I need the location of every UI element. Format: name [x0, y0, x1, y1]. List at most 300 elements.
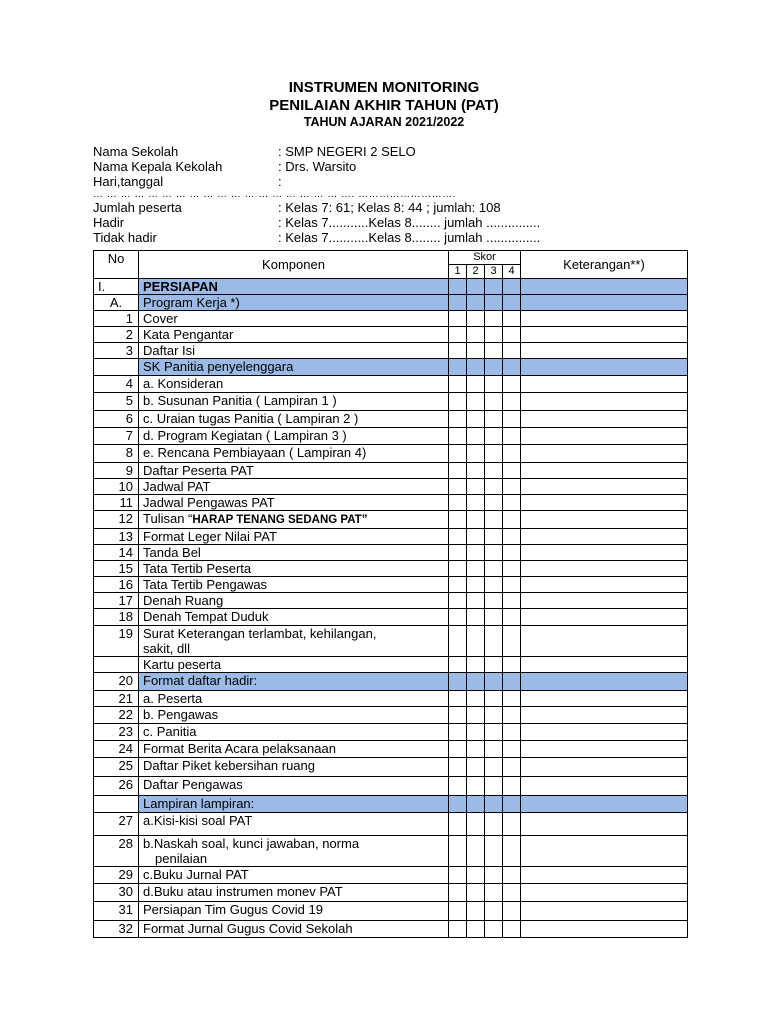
skor-cell-3[interactable]: [485, 279, 503, 295]
keterangan-cell[interactable]: [521, 495, 688, 511]
skor-cell-4[interactable]: [503, 707, 521, 724]
skor-cell-3[interactable]: [485, 511, 503, 529]
row-number: 30: [94, 884, 139, 902]
komponen-text-continued: penilaian: [155, 851, 208, 866]
skor-cell-2[interactable]: [467, 758, 485, 777]
info-row-kepala: [93, 159, 693, 174]
skor-cell-4[interactable]: [503, 445, 521, 463]
row-komponen: [139, 511, 449, 529]
skor-cell-4[interactable]: [503, 867, 521, 884]
skor-cell-1[interactable]: [449, 343, 467, 359]
skor-cell-4[interactable]: [503, 921, 521, 938]
row-number: [94, 657, 139, 673]
skor-cell-2[interactable]: [467, 902, 485, 921]
keterangan-cell[interactable]: [521, 428, 688, 445]
info-row-hari: [93, 174, 693, 189]
skor-cell-2[interactable]: [467, 376, 485, 393]
skor-cell-1[interactable]: [449, 609, 467, 626]
keterangan-cell[interactable]: [521, 884, 688, 902]
row-number: 16: [94, 577, 139, 593]
komponen-text: Format Leger Nilai PAT: [143, 529, 277, 544]
skor-cell-3[interactable]: [485, 867, 503, 884]
keterangan-cell[interactable]: [521, 279, 688, 295]
table-header-row: [94, 251, 688, 265]
skor-cell-3[interactable]: [485, 813, 503, 836]
keterangan-cell[interactable]: [521, 657, 688, 673]
row-komponen: [139, 707, 449, 724]
skor-cell-3[interactable]: [485, 529, 503, 545]
skor-cell-4[interactable]: [503, 673, 521, 691]
row-number: 24: [94, 741, 139, 758]
row-komponen: [139, 777, 449, 796]
skor-cell-3[interactable]: [485, 758, 503, 777]
skor-cell-1[interactable]: [449, 577, 467, 593]
skor-cell-1[interactable]: [449, 311, 467, 327]
keterangan-cell[interactable]: [521, 707, 688, 724]
skor-cell-4[interactable]: [503, 902, 521, 921]
skor-cell-2[interactable]: [467, 724, 485, 741]
table-row: [94, 577, 688, 593]
table-row: [94, 813, 688, 836]
skor-cell-4[interactable]: [503, 311, 521, 327]
skor-cell-1[interactable]: [449, 295, 467, 311]
row-number: 23: [94, 724, 139, 741]
skor-cell-3[interactable]: [485, 327, 503, 343]
info-row-nama-sekolah: [93, 144, 693, 159]
skor-cell-3[interactable]: [485, 626, 503, 657]
row-number: I.: [94, 279, 139, 295]
skor-cell-2[interactable]: [467, 295, 485, 311]
skor-cell-4[interactable]: [503, 428, 521, 445]
table-row: [94, 707, 688, 724]
keterangan-cell[interactable]: [521, 545, 688, 561]
hari-label: Hari,tanggal: [93, 174, 164, 189]
komponen-text: c.Buku Jurnal PAT: [143, 867, 249, 882]
skor-cell-1[interactable]: [449, 741, 467, 758]
skor-cell-4[interactable]: [503, 836, 521, 867]
skor-cell-3[interactable]: [485, 691, 503, 707]
keterangan-cell[interactable]: [521, 758, 688, 777]
skor-cell-2[interactable]: [467, 428, 485, 445]
komponen-text: Daftar Isi: [143, 343, 196, 358]
skor-cell-1[interactable]: [449, 813, 467, 836]
skor-cell-2[interactable]: [467, 691, 485, 707]
skor-cell-2[interactable]: [467, 626, 485, 657]
komponen-text: Format Jurnal Gugus Covid Sekolah: [143, 921, 353, 936]
row-komponen: [139, 393, 449, 411]
skor-cell-3[interactable]: [485, 777, 503, 796]
row-komponen: [139, 463, 449, 479]
skor-cell-3[interactable]: [485, 343, 503, 359]
keterangan-cell[interactable]: [521, 393, 688, 411]
row-number: 15: [94, 561, 139, 577]
row-number: 14: [94, 545, 139, 561]
skor-cell-2[interactable]: [467, 867, 485, 884]
table-row: [94, 724, 688, 741]
skor-cell-4[interactable]: [503, 657, 521, 673]
skor-cell-2[interactable]: [467, 343, 485, 359]
keterangan-cell[interactable]: [521, 463, 688, 479]
komponen-text: a. Peserta: [143, 691, 203, 706]
row-komponen: [139, 428, 449, 445]
header-no: No: [94, 251, 139, 279]
table-row: [94, 411, 688, 428]
skor-cell-3[interactable]: [485, 724, 503, 741]
skor-cell-3[interactable]: [485, 561, 503, 577]
skor-cell-3[interactable]: [485, 609, 503, 626]
skor-cell-1[interactable]: [449, 479, 467, 495]
kepala-label: Nama Kepala Kekolah: [93, 159, 223, 174]
skor-cell-2[interactable]: [467, 359, 485, 376]
row-number: 29: [94, 867, 139, 884]
keterangan-cell[interactable]: [521, 327, 688, 343]
skor-cell-2[interactable]: [467, 445, 485, 463]
skor-cell-1[interactable]: [449, 867, 467, 884]
keterangan-cell[interactable]: [521, 836, 688, 867]
row-number: 9: [94, 463, 139, 479]
skor-cell-4[interactable]: [503, 463, 521, 479]
skor-cell-4[interactable]: [503, 626, 521, 657]
table-row: [94, 836, 688, 867]
skor-cell-1[interactable]: [449, 279, 467, 295]
keterangan-cell[interactable]: [521, 561, 688, 577]
komponen-text: Kata Pengantar: [143, 327, 234, 342]
row-komponen: [139, 343, 449, 359]
skor-cell-1[interactable]: [449, 359, 467, 376]
table-row: [94, 796, 688, 813]
table-row: [94, 279, 688, 295]
skor-cell-3[interactable]: [485, 376, 503, 393]
skor-cell-4[interactable]: [503, 529, 521, 545]
skor-cell-2[interactable]: [467, 657, 485, 673]
row-komponen: [139, 626, 449, 657]
skor-cell-2[interactable]: [467, 279, 485, 295]
skor-cell-2[interactable]: [467, 545, 485, 561]
table-row: [94, 673, 688, 691]
komponen-text: Cover: [143, 311, 178, 326]
skor-cell-1[interactable]: [449, 921, 467, 938]
skor-cell-2[interactable]: [467, 311, 485, 327]
row-number: 12: [94, 511, 139, 529]
skor-cell-3[interactable]: [485, 657, 503, 673]
skor-cell-3[interactable]: [485, 707, 503, 724]
keterangan-cell[interactable]: [521, 673, 688, 691]
table-row: [94, 393, 688, 411]
skor-cell-4[interactable]: [503, 561, 521, 577]
skor-cell-2[interactable]: [467, 463, 485, 479]
skor-cell-1[interactable]: [449, 796, 467, 813]
skor-cell-2[interactable]: [467, 577, 485, 593]
komponen-text: Daftar Peserta PAT: [143, 463, 254, 478]
skor-cell-4[interactable]: [503, 593, 521, 609]
skor-cell-1[interactable]: [449, 463, 467, 479]
skor-cell-4[interactable]: [503, 411, 521, 428]
header-komponen: Komponen: [139, 251, 449, 279]
skor-cell-2[interactable]: [467, 529, 485, 545]
skor-cell-2[interactable]: [467, 327, 485, 343]
komponen-text: Tata Tertib Peserta: [143, 561, 252, 576]
skor-cell-2[interactable]: [467, 777, 485, 796]
skor-cell-1[interactable]: [449, 758, 467, 777]
skor-cell-4[interactable]: [503, 479, 521, 495]
skor-cell-1[interactable]: [449, 626, 467, 657]
skor-cell-3[interactable]: [485, 495, 503, 511]
dotted-line: … … … … … … … … … … … … … … … … … … …. ……………………….: [93, 189, 456, 200]
skor-cell-3[interactable]: [485, 921, 503, 938]
skor-cell-4[interactable]: [503, 796, 521, 813]
skor-cell-3[interactable]: [485, 836, 503, 867]
row-komponen: [139, 495, 449, 511]
skor-cell-1[interactable]: [449, 902, 467, 921]
keterangan-cell[interactable]: [521, 445, 688, 463]
skor-cell-2[interactable]: [467, 836, 485, 867]
skor-cell-4[interactable]: [503, 393, 521, 411]
row-komponen: [139, 902, 449, 921]
row-number: 32: [94, 921, 139, 938]
skor-cell-3[interactable]: [485, 445, 503, 463]
table-row: [94, 921, 688, 938]
row-komponen: [139, 376, 449, 393]
row-number: 28: [94, 836, 139, 867]
skor-cell-2[interactable]: [467, 921, 485, 938]
skor-cell-3[interactable]: [485, 741, 503, 758]
skor-cell-2[interactable]: [467, 393, 485, 411]
keterangan-cell[interactable]: [521, 376, 688, 393]
keterangan-cell[interactable]: [521, 724, 688, 741]
row-number: 13: [94, 529, 139, 545]
skor-cell-4[interactable]: [503, 359, 521, 376]
skor-cell-4[interactable]: [503, 495, 521, 511]
skor-cell-2[interactable]: [467, 593, 485, 609]
table-row: [94, 359, 688, 376]
skor-cell-3[interactable]: [485, 311, 503, 327]
row-komponen: [139, 577, 449, 593]
row-komponen: [139, 545, 449, 561]
skor-cell-4[interactable]: [503, 884, 521, 902]
skor-cell-1[interactable]: [449, 376, 467, 393]
hadir-label: Hadir: [93, 215, 125, 230]
table-row: [94, 609, 688, 626]
skor-cell-4[interactable]: [503, 545, 521, 561]
skor-cell-1[interactable]: [449, 777, 467, 796]
komponen-text: SK Panitia penyelenggara: [143, 359, 294, 374]
academic-year: TAHUN AJARAN 2021/2022: [303, 115, 465, 129]
skor-cell-3[interactable]: [485, 577, 503, 593]
keterangan-cell[interactable]: [521, 691, 688, 707]
keterangan-cell[interactable]: [521, 902, 688, 921]
keterangan-cell[interactable]: [521, 741, 688, 758]
skor-cell-4[interactable]: [503, 279, 521, 295]
komponen-text: Kartu peserta: [143, 657, 222, 672]
skor-cell-2[interactable]: [467, 411, 485, 428]
skor-cell-2[interactable]: [467, 813, 485, 836]
skor-cell-2[interactable]: [467, 561, 485, 577]
keterangan-cell[interactable]: [521, 593, 688, 609]
keterangan-cell[interactable]: [521, 577, 688, 593]
keterangan-cell[interactable]: [521, 295, 688, 311]
skor-cell-2[interactable]: [467, 495, 485, 511]
skor-cell-2[interactable]: [467, 673, 485, 691]
skor-cell-1[interactable]: [449, 593, 467, 609]
skor-cell-1[interactable]: [449, 673, 467, 691]
komponen-text: b.Naskah soal, kunci jawaban, norma: [143, 836, 360, 851]
skor-cell-2[interactable]: [467, 511, 485, 529]
komponen-text: a. Konsideran: [143, 376, 224, 391]
skor-cell-1[interactable]: [449, 545, 467, 561]
skor-cell-4[interactable]: [503, 511, 521, 529]
row-number: 31: [94, 902, 139, 921]
row-number: 20: [94, 673, 139, 691]
row-komponen: [139, 327, 449, 343]
row-komponen: [139, 673, 449, 691]
skor-cell-3[interactable]: [485, 463, 503, 479]
komponen-bold-text: HARAP TENANG SEDANG PAT”: [192, 514, 368, 526]
keterangan-cell[interactable]: [521, 777, 688, 796]
table-row: [94, 777, 688, 796]
skor-cell-4[interactable]: [503, 376, 521, 393]
row-number: 4: [94, 376, 139, 393]
skor-cell-4[interactable]: [503, 609, 521, 626]
table-row: [94, 479, 688, 495]
table-row: [94, 593, 688, 609]
skor-cell-1[interactable]: [449, 393, 467, 411]
skor-cell-1[interactable]: [449, 884, 467, 902]
skor-cell-4[interactable]: [503, 813, 521, 836]
skor-cell-1[interactable]: [449, 561, 467, 577]
skor-cell-4[interactable]: [503, 724, 521, 741]
keterangan-cell[interactable]: [521, 626, 688, 657]
komponen-text: Denah Tempat Duduk: [143, 609, 269, 624]
komponen-text: Lampiran lampiran:: [143, 796, 255, 811]
header-skor-4: 4: [503, 265, 521, 279]
skor-cell-4[interactable]: [503, 343, 521, 359]
document-title: INSTRUMEN MONITORING: [288, 79, 480, 96]
skor-cell-3[interactable]: [485, 545, 503, 561]
skor-cell-2[interactable]: [467, 741, 485, 758]
table-row: [94, 691, 688, 707]
komponen-text: c. Uraian tugas Panitia ( Lampiran 2 ): [143, 411, 359, 426]
skor-cell-1[interactable]: [449, 836, 467, 867]
table-body: [94, 279, 688, 938]
skor-cell-3[interactable]: [485, 902, 503, 921]
skor-cell-3[interactable]: [485, 428, 503, 445]
komponen-text: e. Rencana Pembiayaan ( Lampiran 4): [143, 445, 367, 460]
keterangan-cell[interactable]: [521, 511, 688, 529]
skor-cell-3[interactable]: [485, 393, 503, 411]
row-number: 10: [94, 479, 139, 495]
skor-cell-4[interactable]: [503, 295, 521, 311]
keterangan-cell[interactable]: [521, 359, 688, 376]
skor-cell-1[interactable]: [449, 529, 467, 545]
skor-cell-1[interactable]: [449, 511, 467, 529]
komponen-text: c. Panitia: [143, 724, 197, 739]
skor-cell-1[interactable]: [449, 411, 467, 428]
keterangan-cell[interactable]: [521, 609, 688, 626]
keterangan-cell[interactable]: [521, 796, 688, 813]
skor-cell-3[interactable]: [485, 295, 503, 311]
skor-cell-4[interactable]: [503, 327, 521, 343]
header-skor-2: 2: [467, 265, 485, 279]
skor-cell-4[interactable]: [503, 777, 521, 796]
row-komponen: [139, 359, 449, 376]
keterangan-cell[interactable]: [521, 479, 688, 495]
skor-cell-3[interactable]: [485, 884, 503, 902]
row-komponen: [139, 609, 449, 626]
keterangan-cell[interactable]: [521, 411, 688, 428]
skor-cell-2[interactable]: [467, 479, 485, 495]
row-number: [94, 359, 139, 376]
hari-value: :: [278, 174, 282, 189]
skor-cell-2[interactable]: [467, 707, 485, 724]
row-number: 21: [94, 691, 139, 707]
row-komponen: [139, 796, 449, 813]
komponen-text: Daftar Pengawas: [143, 777, 243, 792]
skor-cell-1[interactable]: [449, 657, 467, 673]
komponen-text: Surat Keterangan terlambat, kehilangan,: [143, 626, 377, 641]
skor-cell-4[interactable]: [503, 741, 521, 758]
table-row: [94, 902, 688, 921]
row-number: 26: [94, 777, 139, 796]
skor-cell-4[interactable]: [503, 577, 521, 593]
row-number: 5: [94, 393, 139, 411]
row-number: A.: [94, 295, 139, 311]
info-row-tidak-hadir: [93, 230, 693, 245]
row-komponen: [139, 741, 449, 758]
skor-cell-2[interactable]: [467, 609, 485, 626]
row-number: 1: [94, 311, 139, 327]
table-row: [94, 867, 688, 884]
keterangan-cell[interactable]: [521, 867, 688, 884]
skor-cell-1[interactable]: [449, 495, 467, 511]
skor-cell-1[interactable]: [449, 691, 467, 707]
skor-cell-3[interactable]: [485, 479, 503, 495]
row-number: 7: [94, 428, 139, 445]
skor-cell-1[interactable]: [449, 724, 467, 741]
info-row-hadir: [93, 215, 693, 230]
tidak-hadir-value: : Kelas 7...........Kelas 8........ jumlah ...............: [278, 230, 541, 245]
skor-cell-2[interactable]: [467, 884, 485, 902]
header-keterangan: Keterangan**): [521, 251, 688, 279]
keterangan-cell[interactable]: [521, 813, 688, 836]
skor-cell-3[interactable]: [485, 411, 503, 428]
row-komponen: [139, 593, 449, 609]
komponen-text: Tulisan “: [143, 511, 193, 526]
skor-cell-3[interactable]: [485, 673, 503, 691]
row-komponen: [139, 758, 449, 777]
keterangan-cell[interactable]: [521, 311, 688, 327]
row-number: 19: [94, 626, 139, 657]
skor-cell-4[interactable]: [503, 691, 521, 707]
skor-cell-1[interactable]: [449, 445, 467, 463]
keterangan-cell[interactable]: [521, 529, 688, 545]
skor-cell-3[interactable]: [485, 359, 503, 376]
skor-cell-1[interactable]: [449, 428, 467, 445]
keterangan-cell[interactable]: [521, 343, 688, 359]
keterangan-cell[interactable]: [521, 921, 688, 938]
komponen-text: Denah Ruang: [143, 593, 224, 608]
table-row: [94, 311, 688, 327]
skor-cell-3[interactable]: [485, 593, 503, 609]
skor-cell-4[interactable]: [503, 758, 521, 777]
document-subtitle: PENILAIAN AKHIR TAHUN (PAT): [269, 97, 499, 114]
skor-cell-2[interactable]: [467, 796, 485, 813]
komponen-text: b. Pengawas: [143, 707, 219, 722]
skor-cell-1[interactable]: [449, 327, 467, 343]
row-komponen: [139, 921, 449, 938]
header-skor-1: 1: [449, 265, 467, 279]
skor-cell-3[interactable]: [485, 796, 503, 813]
skor-cell-1[interactable]: [449, 707, 467, 724]
